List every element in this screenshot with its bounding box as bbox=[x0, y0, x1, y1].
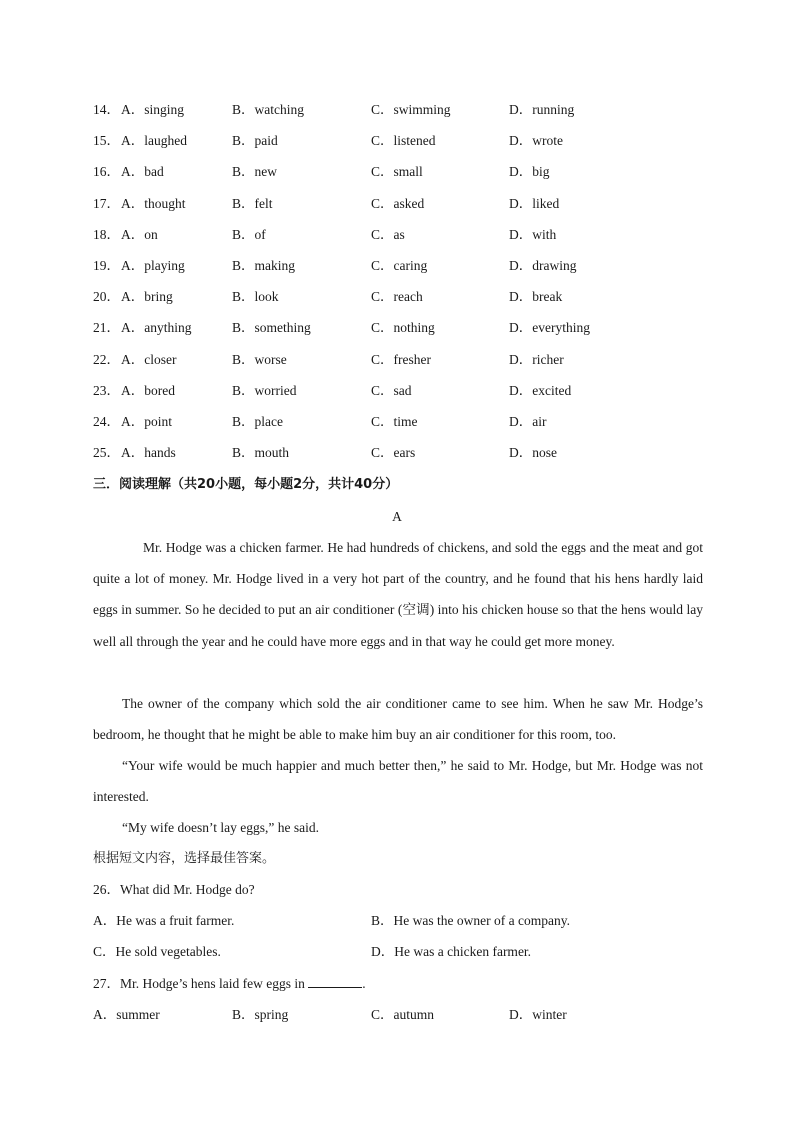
option-b[interactable]: B．paid bbox=[232, 133, 278, 149]
option-a[interactable]: A．thought bbox=[121, 195, 186, 211]
option-b[interactable]: B．watching bbox=[232, 102, 304, 117]
option-c[interactable]: C．fresher bbox=[371, 351, 431, 367]
option-d[interactable]: D．everything bbox=[509, 320, 590, 336]
q27-option-b[interactable]: B．spring bbox=[232, 1007, 289, 1022]
option-b[interactable]: B．new bbox=[232, 164, 277, 180]
question-number: 20． bbox=[93, 289, 120, 305]
question-number: 14． bbox=[93, 102, 120, 117]
passage-paragraph-4-text: “My wife doesn’t lay eggs,” he said. bbox=[122, 820, 319, 835]
question-number: 19． bbox=[93, 258, 120, 273]
question-number: 23． bbox=[93, 382, 120, 398]
option-a[interactable]: A．closer bbox=[121, 351, 177, 367]
option-b[interactable]: B．place bbox=[232, 414, 283, 429]
option-b[interactable]: B．felt bbox=[232, 195, 273, 211]
option-c[interactable]: C．nothing bbox=[371, 320, 435, 336]
option-c[interactable]: C．time bbox=[371, 414, 418, 429]
option-d[interactable]: D．running bbox=[509, 102, 575, 117]
q27-option-a[interactable]: A．summer bbox=[93, 1007, 160, 1022]
option-d[interactable]: D．wrote bbox=[509, 133, 563, 149]
option-a[interactable]: A．playing bbox=[121, 258, 185, 273]
option-d[interactable]: D．liked bbox=[509, 195, 560, 211]
passage-paragraph-4 bbox=[93, 812, 703, 843]
passage-paragraph-2-text: The owner of the company which sold the air conditioner came to see him. When he saw Mr. Hodge’s bedroom, he thought that he might be able to make him buy an air conditioner for this room, too. bbox=[93, 696, 703, 743]
q26-option-a[interactable]: A．He was a fruit farmer. bbox=[93, 913, 235, 928]
q26-option-b[interactable]: B．He was the owner of a company. bbox=[371, 913, 570, 928]
q27-option-d[interactable]: D．winter bbox=[509, 1007, 567, 1022]
option-a[interactable]: A．bring bbox=[121, 289, 173, 305]
option-c[interactable]: C．as bbox=[371, 226, 405, 242]
q27-stem-end: . bbox=[362, 976, 366, 991]
option-c[interactable]: C．small bbox=[371, 164, 423, 180]
q26-option-d[interactable]: D．He was a chicken farmer. bbox=[371, 944, 532, 959]
option-d[interactable]: D．big bbox=[509, 164, 550, 180]
passage-title: A bbox=[392, 509, 402, 524]
option-d[interactable]: D．excited bbox=[509, 382, 572, 398]
option-d[interactable]: D．richer bbox=[509, 351, 564, 367]
question-number: 21． bbox=[93, 320, 120, 336]
option-c[interactable]: C．sad bbox=[371, 382, 412, 398]
question-number: 24． bbox=[93, 414, 120, 429]
question-number: 16． bbox=[93, 164, 120, 180]
passage-paragraph-1 bbox=[93, 532, 703, 657]
passage-paragraph-3-text: “Your wife would be much happier and much better then,” he said to Mr. Hodge, but Mr. Hodge was not interested. bbox=[93, 758, 703, 805]
question-number: 18． bbox=[93, 226, 120, 242]
option-c[interactable]: C．reach bbox=[371, 289, 423, 305]
option-a[interactable]: A．on bbox=[121, 226, 158, 242]
q27-answer-blank[interactable] bbox=[308, 975, 362, 988]
option-b[interactable]: B．making bbox=[232, 258, 295, 273]
option-b[interactable]: B．of bbox=[232, 226, 266, 242]
option-a[interactable]: A．singing bbox=[121, 102, 185, 117]
option-b[interactable]: B．worse bbox=[232, 351, 287, 367]
q27-stem-text: 27．Mr. Hodge’s hens laid few eggs in bbox=[93, 976, 305, 991]
option-d[interactable]: D．nose bbox=[509, 445, 557, 461]
option-b[interactable]: B．look bbox=[232, 289, 279, 305]
option-b[interactable]: B．mouth bbox=[232, 445, 290, 461]
option-d[interactable]: D．air bbox=[509, 414, 547, 429]
option-a[interactable]: A．bad bbox=[121, 164, 164, 180]
option-a[interactable]: A．anything bbox=[121, 320, 192, 336]
option-b[interactable]: B．worried bbox=[232, 382, 297, 398]
option-c[interactable]: C．ears bbox=[371, 445, 416, 461]
section-heading-reading: 三．阅读理解（共20小题，每小题2分，共计40分） bbox=[93, 477, 399, 492]
option-a[interactable]: A．point bbox=[121, 414, 173, 429]
option-d[interactable]: D．drawing bbox=[509, 258, 577, 273]
question-number: 25． bbox=[93, 445, 120, 461]
option-b[interactable]: B．something bbox=[232, 320, 311, 336]
question-number: 17． bbox=[93, 195, 120, 211]
q26-stem-text: 26．What did Mr. Hodge do? bbox=[93, 882, 255, 897]
passage-paragraph-2 bbox=[93, 688, 703, 750]
option-a[interactable]: A．bored bbox=[121, 382, 175, 398]
option-c[interactable]: C．asked bbox=[371, 195, 425, 211]
option-d[interactable]: D．break bbox=[509, 289, 563, 305]
passage-paragraph-1-text: Mr. Hodge was a chicken farmer. He had hundreds of chickens, and sold the eggs and the meat and got quite a lot of money. Mr. Hodge lived in a very hot part of the country, and he found that his hens hardly laid eggs in summer. So he decided to put an air conditioner (空调) into his chicken house so that the hens would lay well all through the year and he could have more eggs and in that way he could get more money. bbox=[93, 540, 703, 649]
option-c[interactable]: C．listened bbox=[371, 133, 436, 149]
q26-option-c[interactable]: C．He sold vegetables. bbox=[93, 944, 221, 959]
passage-paragraph-3 bbox=[93, 750, 703, 812]
option-a[interactable]: A．hands bbox=[121, 445, 176, 461]
option-c[interactable]: C．caring bbox=[371, 258, 428, 273]
option-d[interactable]: D．with bbox=[509, 226, 557, 242]
q27-option-c[interactable]: C．autumn bbox=[371, 1007, 434, 1022]
option-a[interactable]: A．laughed bbox=[121, 133, 187, 149]
instruction-text: 根据短文内容，选择最佳答案。 bbox=[93, 851, 276, 866]
question-number: 22． bbox=[93, 351, 120, 367]
q27-stem-line bbox=[93, 974, 366, 994]
option-c[interactable]: C．swimming bbox=[371, 102, 451, 117]
question-number: 15． bbox=[93, 133, 120, 149]
